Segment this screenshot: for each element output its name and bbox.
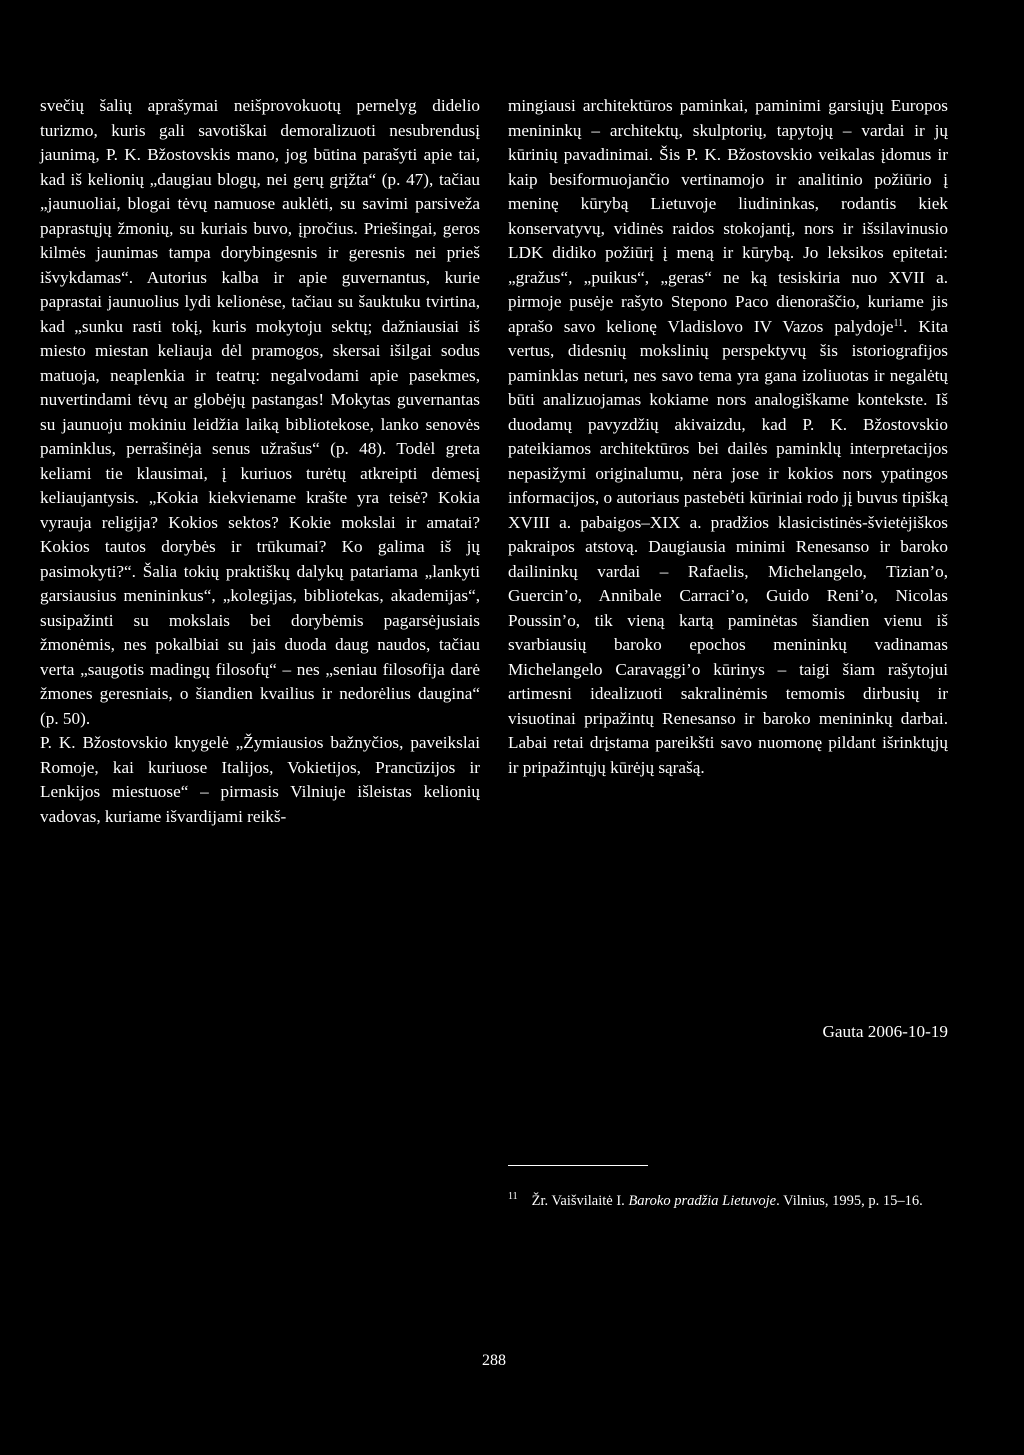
body-paragraph: svečių šalių aprašymai neišprovokuotų pernelyg didelio turizmo, kuris gali savotiškai demoralizuoti nesubrendusį jaunimą, P. K. Bžostovskis mano, jog būtina parašyti apie tai, kad iš kelionių „daugiau blogų, nei gerų grįžta“ (p. 47), tačiau „jaunuoliai, blogai tėvų namuose auklėti, su savimi parsiveža paprastųjų žmonių, su kuriais buvo, įpročius. Priešingai, geros kilmės jaunimas tampa dorybingesnis ir geresnis nei prieš išvykdamas“. Autorius kalba ir apie guvernantus, kurie paprastai jaunuolius lydi kelionėse, tačiau su šauktuku tvirtina, kad „sunku rasti tokį, kuris mokytoju sektų; dažniausiai iš miesto miestan keliauja dėl pramogos, skersai išilgai sodus matuoja, neaplenkia ir teatrų: negalvodami apie pasekmes, nuvertindami tėvų ar globėjų pastangas! Mokytas guvernantas su jaunuoju mokiniu leidžia laiką bibliotekose, lanko senovės paminklus, perrašinėja senus užrašus“ (p. 48). Todėl greta keliami tie klausimai, į kuriuos turėtų atkreipti dėmesį keliaujantysis. „Kokia kiekviename krašte yra teisė? Kokia vyrauja religija? Kokios sektos? Kokie mokslai ir amatai? Kokios tautos dorybės ir trūkumai? Ko galima iš jų pasimokyti?“. Šalia tokių praktiškų dalykų patariama „lankyti garsiausius menininkus“, „kolegijas, bibliotekas, akademijas“, susipažinti su mokslais bei dorybėmis pagarsėjusiais žmonėmis, nes pokalbiai su jais duoda daug naudos, tačiau verta „saugotis madingų filosofų“ – nes „seniau filosofija darė žmones geresniais, o šiandien kvailius ir nedorėlius daugina“ (p. 50). [40,96,480,728]
body-text: mingiausi architektūros paminkai, paminimi garsiųjų Europos menininkų – architektų, skulptorių, tapytojų – vardai ir jų kūrinių pavadinimai. Šis P. K. Bžostovskio veikalas įdomus ir kaip besiformuojančio vertinamojo ir analitinio požiūrio į meninę kūrybą Lietuvoje liudininkas, rodantis kiek konservatyvų, vidinės raidos stokojantį, nors ir išsilavinusio LDK didiko požiūrį į meną ir kūrybą. Jo leksikos epitetai: „gražus“, „puikus“, „geras“ ne ką tesiskiria nuo XVII a. pirmoje pusėje rašyto Stepono Paco dienoraščio, kuriame jis aprašo savo kelionę Vladislovo IV Vazos palydoje [508,96,948,336]
body-paragraph: P. K. Bžostovskio knygelė „Žymiausios bažnyčios, paveikslai Romoje, kai kuriuose Italijos, Vokietijos, Prancūzijos ir Lenkijos miestuose“ – pirmasis Vilniuje išleistas kelionių vadovas, kuriame išvardijami reikš- [40,733,480,826]
footnote-text: Žr. Vaišvilaitė I. [531,1193,629,1209]
left-column [40,94,480,829]
body-text: . Kita vertus, didesnių mokslinių perspektyvų šis istoriografijos paminklas neturi, nes savo tema yra gana izoliuotas ir negalėtų būti analizuojamas kokiame nors analogiškame kontekste. Iš duodamų pavyzdžių akivaizdu, kad P. K. Bžostovskio pateikiamos architektūros bei dailės paminklų interpretacijos nepasižymi originalumu, nėra jose ir kokios nors ypatingos informacijos, o autoriaus pastebėti kūriniai rodo jį buvus tipišką XVIII a. pabaigos–XIX a. pradžios klasicistinės-švietėjiškos pakraipos atstovą. Daugiausia minimi Renesanso ir baroko dailininkų vardai – Rafaelis, Michelangelo, Tizian’o, Guercin’o, Annibale Carraci’o, Guido Reni’o, Nicolas Poussin’o, tik vieną kartą paminėtas šiandien vienu iš svarbiausių baroko epochos menininkų vadinamas Michelangelo Caravaggi’o kūrinys – taigi šiam rašytojui artimesni idealizuoti sakralinėmis temomis dirbusių ir visuotinai pripažintų Renesanso ir baroko menininkų darbai. Labai retai drįstama pareikšti savo nuomonę pildant išrinktųjų ir pripažintųjų kūrėjų sąrašą. [508,316,948,777]
footnote [508,1186,948,1212]
footnote-number: 11 [508,1191,518,1202]
footnote-reference[interactable]: 11 [893,317,904,329]
footnote-title: Baroko pradžia Lietuvoje [628,1193,777,1209]
right-column [508,94,948,780]
footnote-divider [508,1165,648,1166]
body-paragraph [508,94,948,780]
footnote-text: . Vilnius, 1995, p. 15–16. [776,1193,923,1209]
received-date: Gauta 2006-10-19 [822,1022,948,1041]
page-number: 288 [482,1352,506,1369]
